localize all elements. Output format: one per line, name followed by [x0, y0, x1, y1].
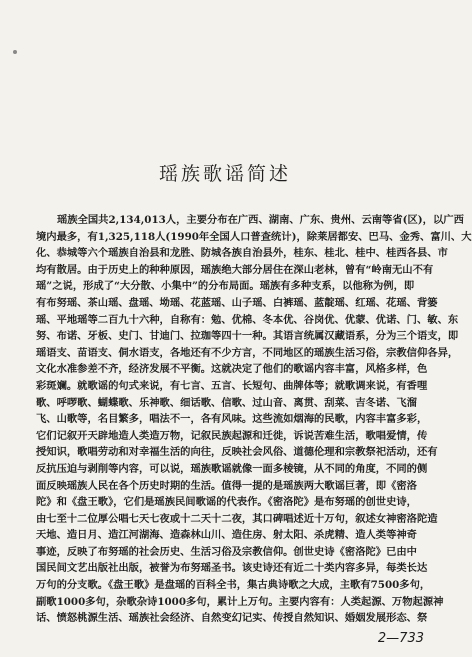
text-line: 面反映瑶族人民在各个历史时期的生活。值得一提的是瑶族两大歌谣巨著，即《密洛: [36, 479, 417, 492]
text-line: 瑶、平地瑶等二百九十六种，自称有：勉、优棉、冬本优、谷岗优、优蒙、优诺、门、敏、东: [36, 313, 459, 326]
text-line: 它们记叙开天辟地造人类造万物，记叙民族起源和迁徙，诉说苦难生活，歌唱爱情，传: [36, 429, 428, 442]
text-line: 歌、呼啰歌、蝴蝶歌、乐神歌、细话歌、信歌、过山音、离贯、刮菜、吉冬诺、飞溜: [36, 396, 417, 409]
text-line: 有布努瑶、茶山瑶、盘瑶、坳瑶、花蓝瑶、山子瑶、白裤瑶、蓝靛瑶、红瑶、花瑶、背篓: [36, 296, 438, 309]
text-line: 授知识，歌唱劳动和对幸福生活的向往，反映社会风俗、道德伦理和宗教祭祀活动，还有: [36, 446, 438, 459]
text-line: 天地、造日月、造江河湖海、造森林山川、造住房、射太阳、杀虎精、造人类等神奇: [36, 529, 417, 542]
text-line: 彩斑斓。就歌谣的句式来说，有七言、五言、长短句、曲牌体等；就歌调来说，有香哩: [36, 379, 428, 392]
text-line: 境内最多，有1,325,118人(1990年全国人口普查统计)，除莱居都安、巴马、金秀、富川、大: [36, 230, 472, 243]
text-line: 话、愤怒桃源生活、瑶族社会经济、自然变幻记实、传授自然知识、婚姻发展形态、祭: [36, 612, 428, 625]
text-line: 化、恭城等六个瑶族自治县和龙胜、防城各族自治县外，桂东、桂北、桂中、桂西各县、市: [36, 247, 448, 260]
page-title: 瑶族歌谣简述: [158, 162, 291, 185]
text-line: 努、布诺、牙板、史门、甘迪门、拉珈等四十一种。其语言统属汉藏语系，分为三个语支，即: [36, 330, 459, 343]
body-text: [36, 212, 472, 627]
text-line: 副歌1000多句，杂歌杂诗1000多句，累计上万句。主要内容有：人类起源、万物起源神: [36, 595, 444, 608]
text-line: 文化水准参差不齐，经济发展不平衡。这就决定了他们的歌谣内容丰富，风格多样，色: [36, 363, 428, 376]
text-line: 飞、山歌等，名目繁多，唱法不一，各有风味。这些流如烟海的民歌，内容丰富多彩，: [36, 413, 428, 426]
page-number: 2—733: [377, 631, 424, 646]
text-line: 国民间文艺出版社出版，被誉为布努瑶圣书。该史诗还有近二十类内容多异，每类长达: [36, 562, 428, 575]
text-line: 瑶族全国共2,134,013人，主要分布在广西、湖南、广东、贵州、云南等省(区)，以广西: [57, 214, 464, 226]
text-line: 事迹，反映了布努瑶的社会历史、生活习俗及宗教信仰。创世史诗《密洛陀》已由中: [36, 545, 417, 558]
text-line: 反抗压迫与剥削等内容，可以说，瑶族歌谣就像一面多棱镜，从不同的角度，不同的侧: [36, 462, 428, 475]
text-line: 陀》和《盘王歌》，它们是瑶族民间歌谣的代表作。《密洛陀》是布努瑶的创世史诗，: [36, 496, 417, 509]
text-line: 瑶”之说，形成了“大分散、小集中”的分布局面。瑶族有多种支系，以他称为例，即: [36, 280, 415, 293]
text-line: 万句的分支歌。《盘王歌》是盘瑶的百科全书，集古典诗歌之大成，主歌有7500多句，: [36, 579, 431, 592]
scan-mark-icon: [12, 40, 18, 46]
text-line: 由七至十二位厚公唱七天七夜或十二天十二夜，其口碑唱述近十万句，叙述女神密洛陀造: [36, 512, 438, 525]
text-line: 瑶语支、苗语支、侗水语支，各地还有不少方言，不同地区的瑶族生活习俗，宗教信仰各异，: [36, 346, 459, 359]
text-line: 均有散居。由于历史上的种种原因，瑶族绝大部分居住在深山老林，曾有“岭南无山不有: [36, 263, 434, 276]
